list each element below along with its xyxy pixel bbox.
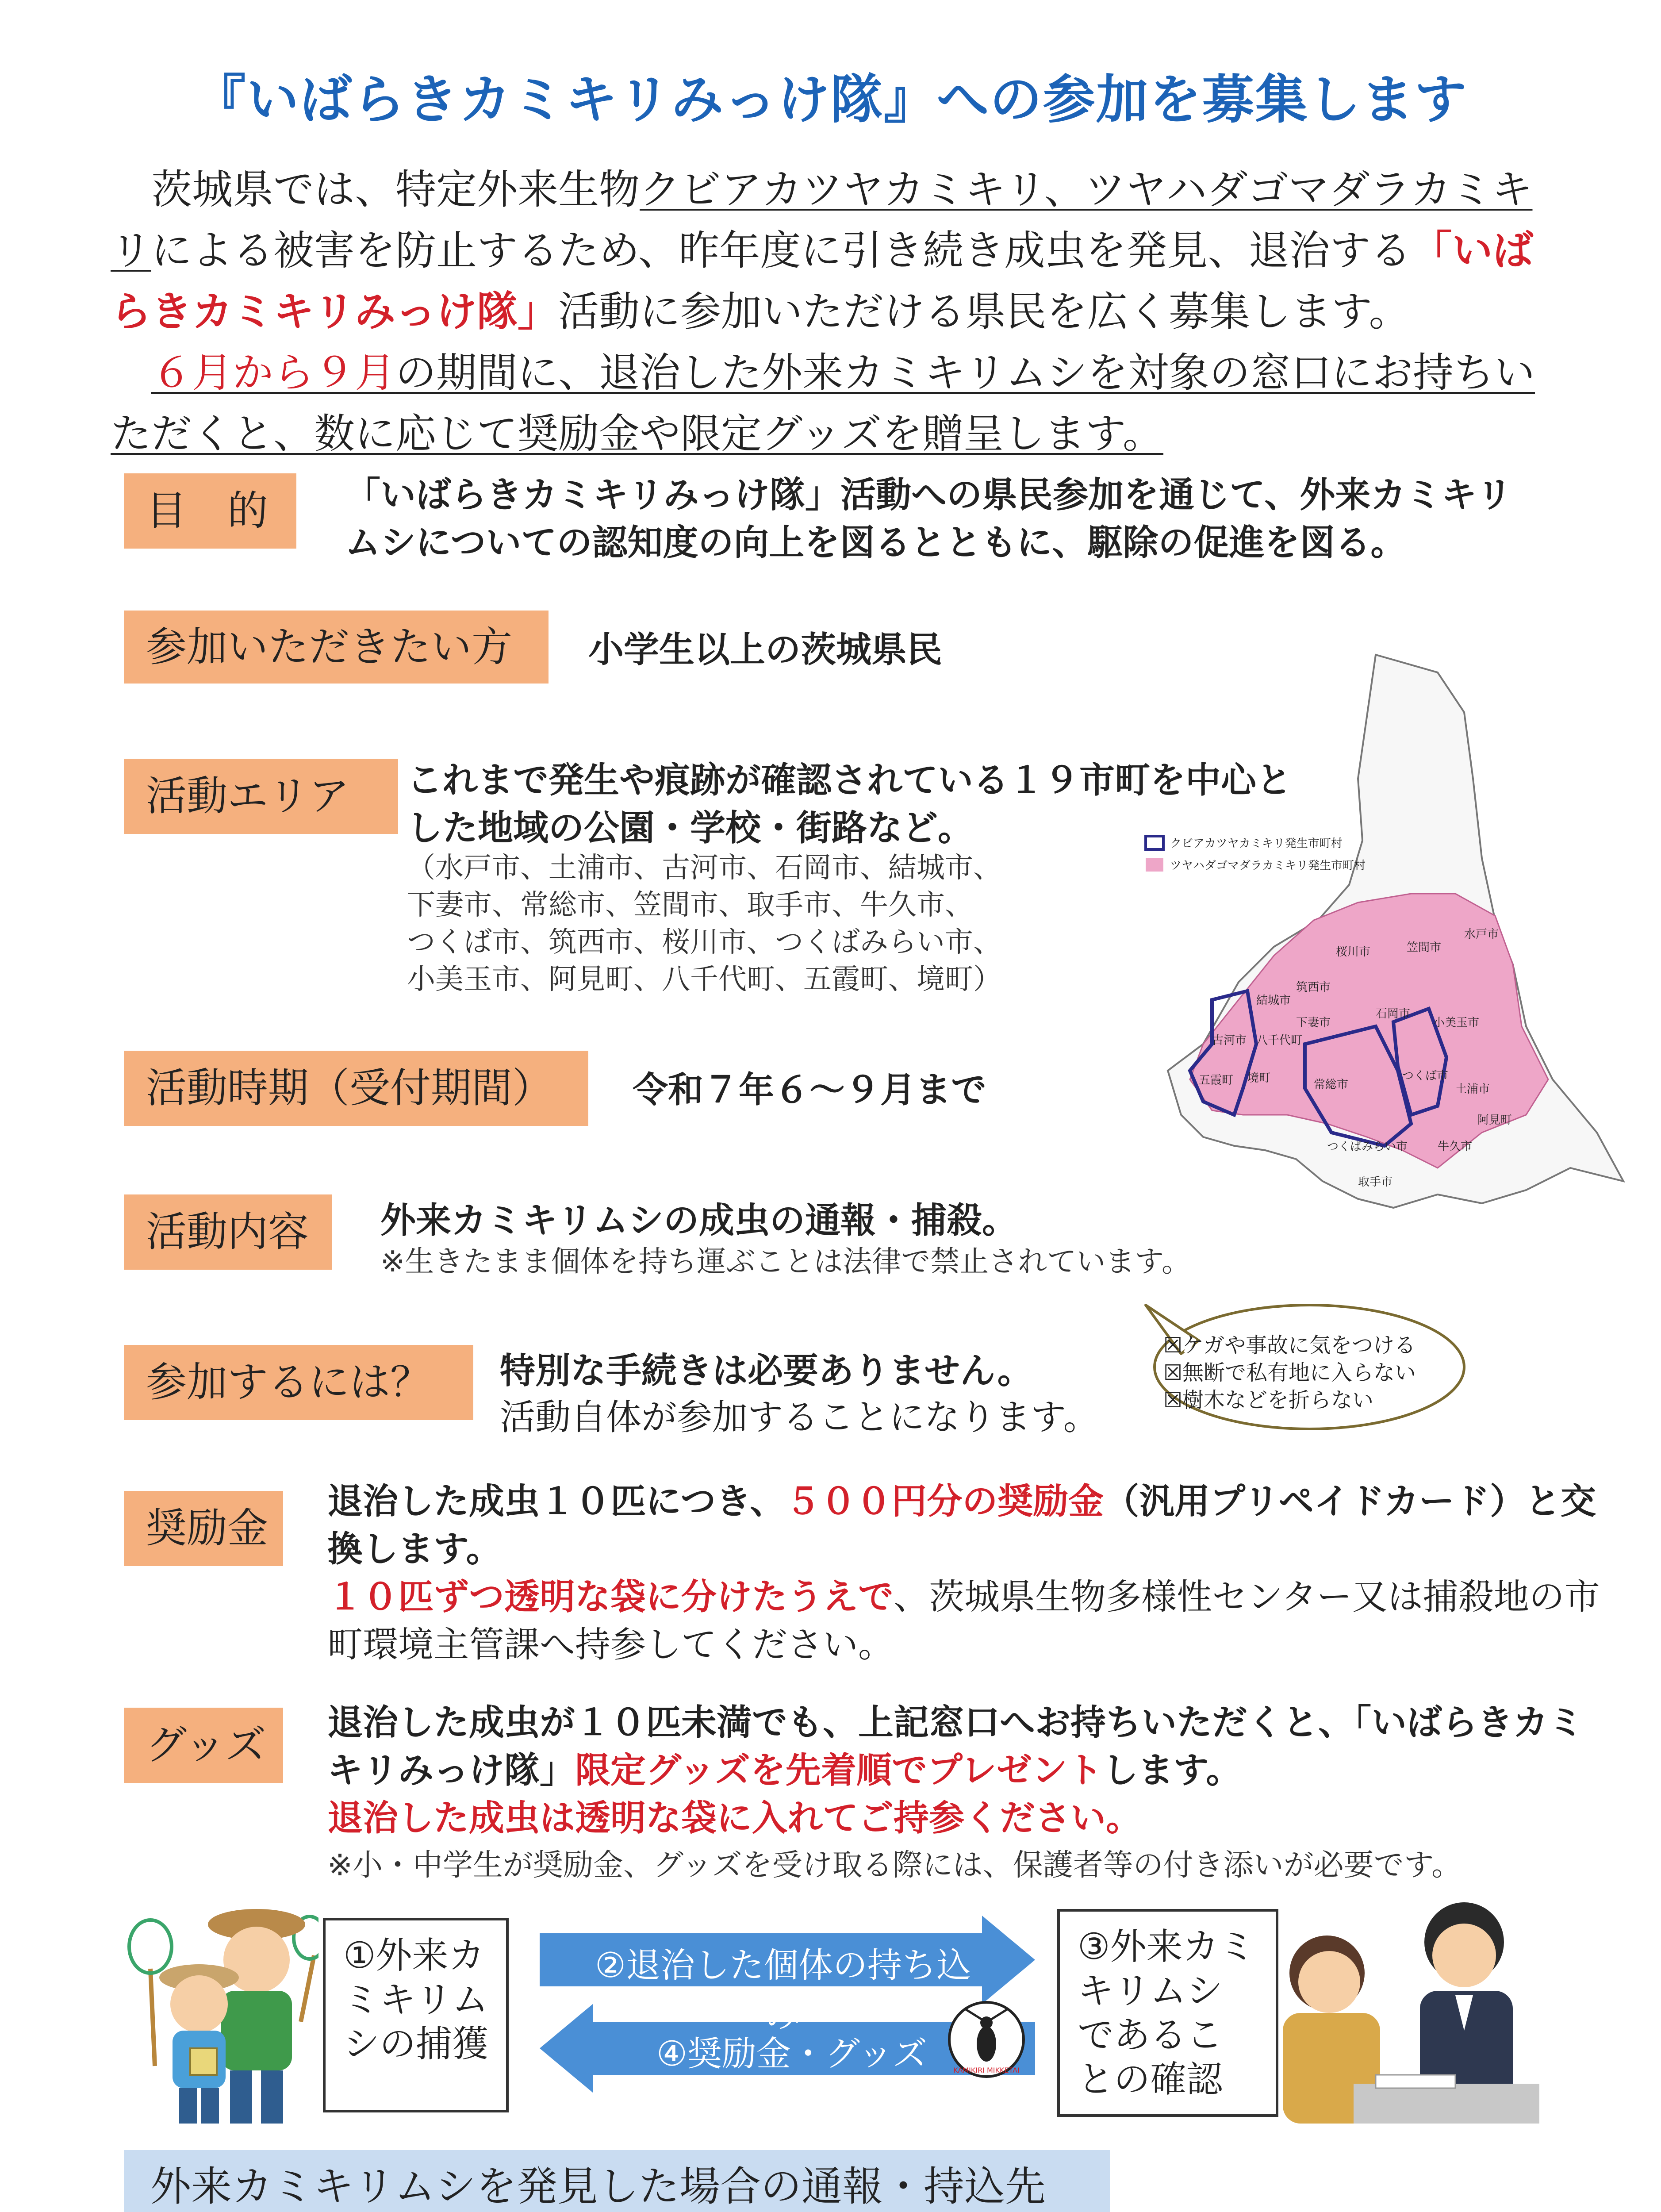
purpose-text: 「いばらきカミキリみっけ隊」活動への県民参加を通じて、外来カミキリムシについての認知度の向上を図るとともに、駆除の促進を図る。 (345, 474, 1512, 563)
map-city: 結城市 (1256, 994, 1291, 1007)
area-cities-line: つくば市、筑西市、桜川市、つくばみらい市、 (407, 926, 1001, 959)
goods-text-a: 退治した成虫が１０匹未満でも、上記窓口へお持ちいただくと、「いばらきカミキリみっけ隊」 (327, 1702, 1584, 1791)
map-city: 桜川市 (1336, 945, 1371, 959)
reward-text (327, 1478, 1610, 1669)
intro-paragraph (111, 159, 1570, 465)
area-cities (407, 849, 1115, 998)
reception-illustration (1265, 1898, 1548, 2124)
caution-item: ☒樹木などを折らない (1163, 1388, 1374, 1413)
flow-step-2: ②退治した個体の持ち込み (595, 1946, 971, 2035)
label-area: 活動エリア (124, 759, 398, 834)
area-text: これまで発生や痕跡が確認されている１９市町を中心とした地域の公園・学校・街路など。 (407, 760, 1292, 849)
intro-program-name: 「いばらきカミキリみっけ隊」 (111, 227, 1534, 335)
period-text: 令和７年６～９月まで (633, 1069, 986, 1110)
map-city: 牛久市 (1438, 1140, 1473, 1153)
join-text-bold: 特別な手続きは必要ありません。 (500, 1350, 1033, 1391)
intro-text-b: による被害を防止するため、昨年度に引き続き成虫を発見、退治する (151, 227, 1412, 274)
contact-heading: 外来カミキリムシを発見した場合の通報・持込先 (124, 2150, 1110, 2212)
map-city: 境町 (1247, 1071, 1271, 1085)
map-city: 常総市 (1314, 1078, 1349, 1091)
reward-text-c: 、茨城県生物多様性センター又は捕殺地の市町環境主管課へ持参してください。 (327, 1576, 1600, 1665)
reward-amount: ５００円分の奨励金 (785, 1481, 1104, 1522)
flow-step-1: ①外来カミキリムシの捕獲 (323, 1918, 509, 2112)
reward-text-b: （汎用プリペイドカード）と交換します。 (327, 1481, 1596, 1570)
map-city: つくばみらい市 (1327, 1140, 1408, 1153)
map-city: 下妻市 (1296, 1016, 1331, 1029)
goods-text (327, 1699, 1610, 1842)
caution-list (1163, 1332, 1438, 1414)
area-cities-line: 下妻市、常総市、笠間市、取手市、牛久市、 (407, 889, 973, 922)
intro-text-c: 活動に参加いただける県民を広く募集します。 (558, 288, 1410, 335)
map-city: 五霞町 (1199, 1074, 1234, 1087)
goods-bag-instruction: 退治した成虫は透明な袋に入れてご持参ください。 (327, 1797, 1141, 1839)
caution-item: ☒ケガや事故に気をつける (1163, 1333, 1416, 1358)
label-purpose: 目 的 (124, 473, 296, 549)
map-legend-swatch-outline (1146, 836, 1163, 849)
mikketai-logo (947, 2000, 1026, 2079)
area-cities-line: 小美玉市、阿見町、八千代町、五霞町、境町） (407, 963, 1001, 996)
intro-period: ６月から９月 (151, 349, 396, 396)
label-who: 参加いただきたい方 (124, 611, 549, 684)
page-title: 『いばらきカミキリみっけ隊』への参加を募集します (193, 69, 1468, 130)
logo-text: KAMIKIRI MIKKETAI (953, 2066, 1020, 2074)
who-text: 小学生以上の茨城県民 (588, 629, 942, 670)
map-city: 古河市 (1212, 1034, 1247, 1047)
goods-text-b: します。 (1102, 1750, 1242, 1791)
intro-text-a: 茨城県では、特定外来生物 (151, 166, 640, 213)
map-city: 阿見町 (1477, 1114, 1512, 1127)
label-period: 活動時期（受付期間） (124, 1051, 588, 1126)
caution-item: ☒無断で私有地に入らない (1163, 1360, 1416, 1385)
map-city: 笠間市 (1407, 941, 1442, 954)
label-reward: 奨励金 (124, 1491, 283, 1566)
map-city: 石岡市 (1376, 1007, 1411, 1021)
content-text: 外来カミキリムシの成虫の通報・捕殺。 (380, 1200, 1017, 1241)
label-content: 活動内容 (124, 1194, 332, 1270)
label-join: 参加するには？ (124, 1345, 473, 1420)
intro-species: クビアカツヤカミキリ、ツヤハダゴマダラカミキリ (111, 166, 1533, 274)
reward-text-a: 退治した成虫１０匹につき、 (327, 1481, 786, 1522)
reward-bag-instruction: １０匹ずつ透明な袋に分けたうえで (327, 1576, 894, 1617)
map-legend-1: クビアカツヤカミキリ発生市町村 (1170, 837, 1343, 850)
join-text: 活動自体が参加することになります。 (500, 1397, 1099, 1438)
area-cities-line: （水戸市、土浦市、古河市、石岡市、結城市、 (407, 852, 1001, 884)
map-city: 八千代町 (1256, 1034, 1303, 1047)
map-legend-swatch-pink (1146, 858, 1163, 872)
goods-present: 限定グッズを先着順でプレゼント (575, 1750, 1103, 1791)
intro-text-d: の期間に、退治した外来カミキリムシを対象の窓口にお持ちいただくと、数に応じて奨励金や限定グッズを贈呈します。 (111, 349, 1535, 457)
map-city: 土浦市 (1455, 1083, 1490, 1096)
label-goods: グッズ (124, 1708, 283, 1783)
content-note: ※生きたまま個体を持ち運ぶことは法律で禁止されています。 (380, 1244, 1191, 1279)
flow-step-4: ④奨励金・グッズ (656, 2034, 928, 2074)
map-legend-2: ツヤハダゴマダラカミキリ発生市町村 (1170, 859, 1366, 872)
ibaraki-map (1128, 646, 1637, 1239)
goods-note: ※小・中学生が奨励金、グッズを受け取る際には、保護者等の付き添いが必要です。 (327, 1848, 1462, 1883)
flow-step-3: ③外来カミキリムシであることの確認 (1057, 1909, 1278, 2117)
map-city: 筑西市 (1296, 981, 1331, 994)
kids-illustration (124, 1907, 318, 2128)
map-city: 取手市 (1358, 1175, 1393, 1189)
map-city: 小美玉市 (1433, 1016, 1480, 1029)
map-city: 水戸市 (1464, 928, 1499, 941)
map-city: つくば市 (1402, 1069, 1449, 1083)
